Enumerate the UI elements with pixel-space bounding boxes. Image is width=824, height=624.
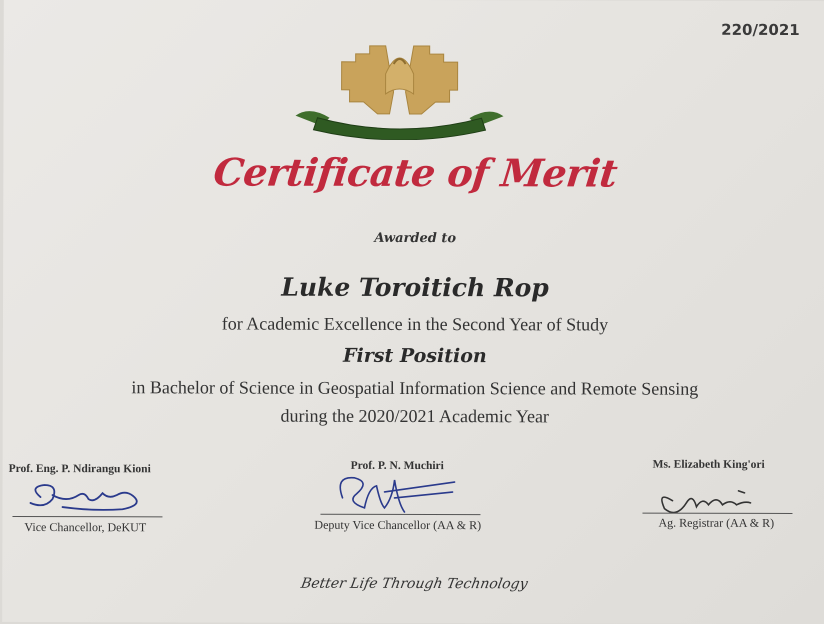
certificate-title: Certificate of Merit	[211, 149, 620, 196]
award-reason: for Academic Excellence in the Second Year of Study	[221, 313, 609, 335]
signatory-3-name: Ms. Elizabeth King'ori	[652, 458, 765, 471]
certificate-paper	[2, 0, 824, 624]
recipient-name: Luke Toroitich Rop	[281, 272, 549, 303]
signatory-2-role: Deputy Vice Chancellor (AA & R)	[314, 517, 482, 533]
signatory-1-name: Prof. Eng. P. Ndirangu Kioni	[8, 462, 151, 476]
academic-year: during the 2020/2021 Academic Year	[280, 405, 549, 427]
awarded-to-label: Awarded to	[374, 230, 457, 247]
signatory-1-role: Vice Chancellor, DeKUT	[24, 519, 147, 535]
signature-1-line	[12, 516, 162, 517]
programme-name: in Bachelor of Science in Geospatial Information Science and Remote Sensing	[131, 377, 699, 399]
signatory-2-name: Prof. P. N. Muchiri	[350, 459, 444, 473]
award-position: First Position	[343, 344, 487, 368]
certificate-number: 220/2021	[721, 20, 800, 40]
university-logo-icon	[289, 44, 509, 141]
university-motto: Better Life Through Technology	[299, 575, 529, 593]
signature-1-icon	[22, 477, 152, 517]
signature-2-icon	[324, 468, 464, 520]
signatory-3-role: Ag. Registrar (AA & R)	[658, 515, 775, 530]
